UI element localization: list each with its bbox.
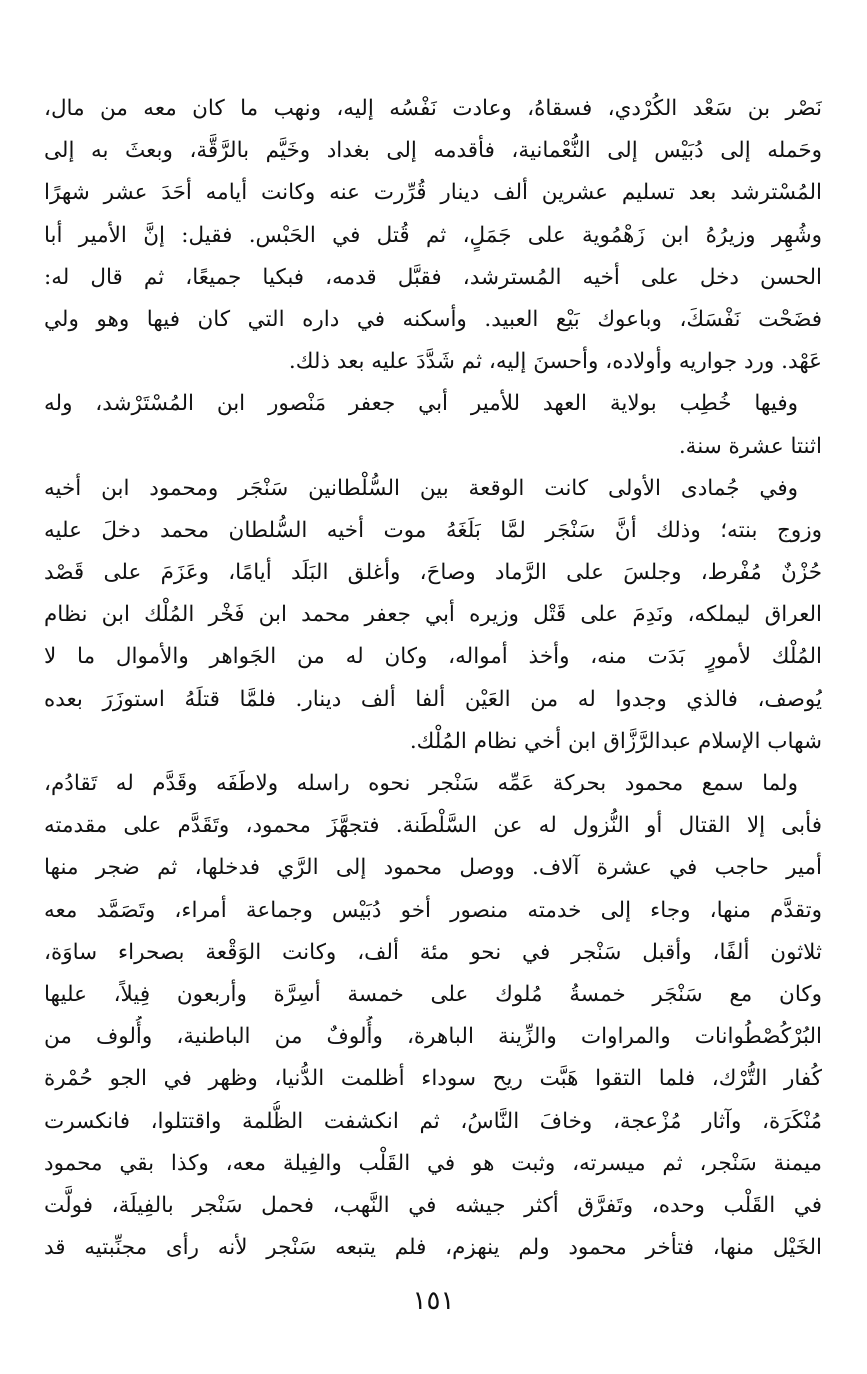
text-line: فضَحْت نَفْسَكَ، وباعوك بَيْع العبيد. وأسكنه في داره التي كان فيها وهو ولي <box>44 306 822 332</box>
text-line: المُسْترشد بعد تسليم عشرين ألف دينار قُرِّرت عنه وكانت أيامه أحَدَ عشر شهرًا <box>44 180 822 206</box>
text-line: وفيها خُطِب بولاية العهد للأمير أبي جعفر مَنْصور ابن المُسْتَرْشد، وله <box>44 391 798 417</box>
text-line: وشُهِر وزيرُهُ ابن زَهْمُوية على جَمَلٍ، ثم قُتل في الحَبْس. فقيل: إنَّ الأمير أبا <box>44 222 822 248</box>
text-line: مُنْكَرَة، وآثار مُزْعجة، وخافَ النَّاسُ، ثم انكشفت الظُّلمة واقتتلوا، فانكسرت <box>44 1108 822 1134</box>
text-line: وحَمله إلى دُبَيْس إلى النُّعْمانية، فأقدمه إلى بغداد وخَيَّم بالرَّقَّة، وبعثَ به إلى <box>44 138 822 164</box>
body-text <box>44 88 822 1269</box>
text-line: اثنتا عشرة سنة. <box>678 433 822 459</box>
text-line: الخَيْل منها، فتأخر محمود ولم ينهزم، فلم يتبعه سَنْجر لأنه رأى مجنِّبتيه قد <box>44 1235 822 1261</box>
text-line: ميمنة سَنْجر، ثم ميسرته، وثبت هو في القَلْب والفِيلة معه، وكذا بقي محمود <box>44 1150 822 1176</box>
text-line: حُزْنٌ مُفْرط، وجلسَ على الرَّماد وصاحَ، وأغلق البَلَد أيامًا، وعَزَمَ على قَصْد <box>44 560 822 586</box>
text-line: وكان مع سَنْجَر خمسةُ مُلوك على خمسة أسِرَّة وأربعون فِيلاً، عليها <box>44 981 822 1007</box>
text-line: يُوصف، فالذي وجدوا له من العَيْن ألفا ألف دينار. فلمَّا قتلَهُ استوزَرَ بعده <box>44 686 822 712</box>
text-line: فأبى إلا القتال أو النُّزول له عن السَّلْطَنة. فتجهَّزَ محمود، وتَقَدَّم على مقدمته <box>44 813 822 839</box>
text-line: العراق ليملكه، ونَدِمَ على قَتْل وزيره أبي جعفر محمد ابن فَخْر المُلْك ابن نظام <box>44 602 822 628</box>
text-line: الحسن دخل على أخيه المُسترشد، فقبَّل قدمه، فبكيا جميعًا، ثم قال له: <box>44 264 822 290</box>
text-line: وفي جُمادى الأولى كانت الوقعة بين السُّلْطانين سَنْجَر ومحمود ابن أخيه <box>44 475 798 501</box>
text-line: شهاب الإسلام عبدالرَّزَّاق ابن أخي نظام المُلْك. <box>409 728 822 754</box>
text-line: ولما سمع محمود بحركة عَمِّه سَنْجر نحوه راسله ولاطَفَه وقَدَّم له تَقادُم، <box>44 771 798 796</box>
page-number: ١٥١ <box>412 1286 455 1316</box>
text-line: ثلاثون ألفًا، وأقبل سَنْجر في نحو مئة ألف، وكانت الوَقْعة بصحراء ساوَة، <box>44 939 822 965</box>
text-line: كُفار التُّرْك، فلما التقوا هَبَّت ريح سوداء أظلمت الدُّنيا، وظهر في الجو حُمْرة <box>44 1066 822 1092</box>
text-line: في القَلْب وحده، وتَفرَّق أكثر جيشه في النَّهب، فحمل سَنْجر بالفِيلَة، فولَّت <box>44 1192 822 1218</box>
text-line: المُلْك لأمورٍ بَدَت منه، وأخذ أمواله، وكان له من الجَواهر والأموال ما لا <box>44 644 822 670</box>
text-line: أمير حاجب في عشرة آلاف. ووصل محمود إلى الرَّي فدخلها، ثم ضجر منها <box>44 855 822 881</box>
text-line: وتقدَّم منها، وجاء إلى خدمته منصور أخو دُبَيْس وجماعة أمراء، وتَصَمَّد معه <box>44 897 822 923</box>
text-line: وزوج بنته؛ وذلك أنَّ سَنْجَر لمَّا بَلَغَهُ موت أخيه السُّلطان محمد دخلَ عليه <box>44 517 822 543</box>
text-line: عَهْد. ورد جواريه وأولاده، وأحسنَ إليه، ثم شَدَّدَ عليه بعد ذلك. <box>288 349 822 375</box>
text-line: نَصْر بن سَعْد الكُرْدي، فسقاهُ، وعادت نَفْسُه إليه، ونهب ما كان معه من مال، <box>44 96 822 121</box>
text-line: البُرْكُصْطُوانات والمراوات والزِّينة الباهرة، وأُلوفٌ من الباطنية، وأُلوف من <box>44 1024 822 1050</box>
